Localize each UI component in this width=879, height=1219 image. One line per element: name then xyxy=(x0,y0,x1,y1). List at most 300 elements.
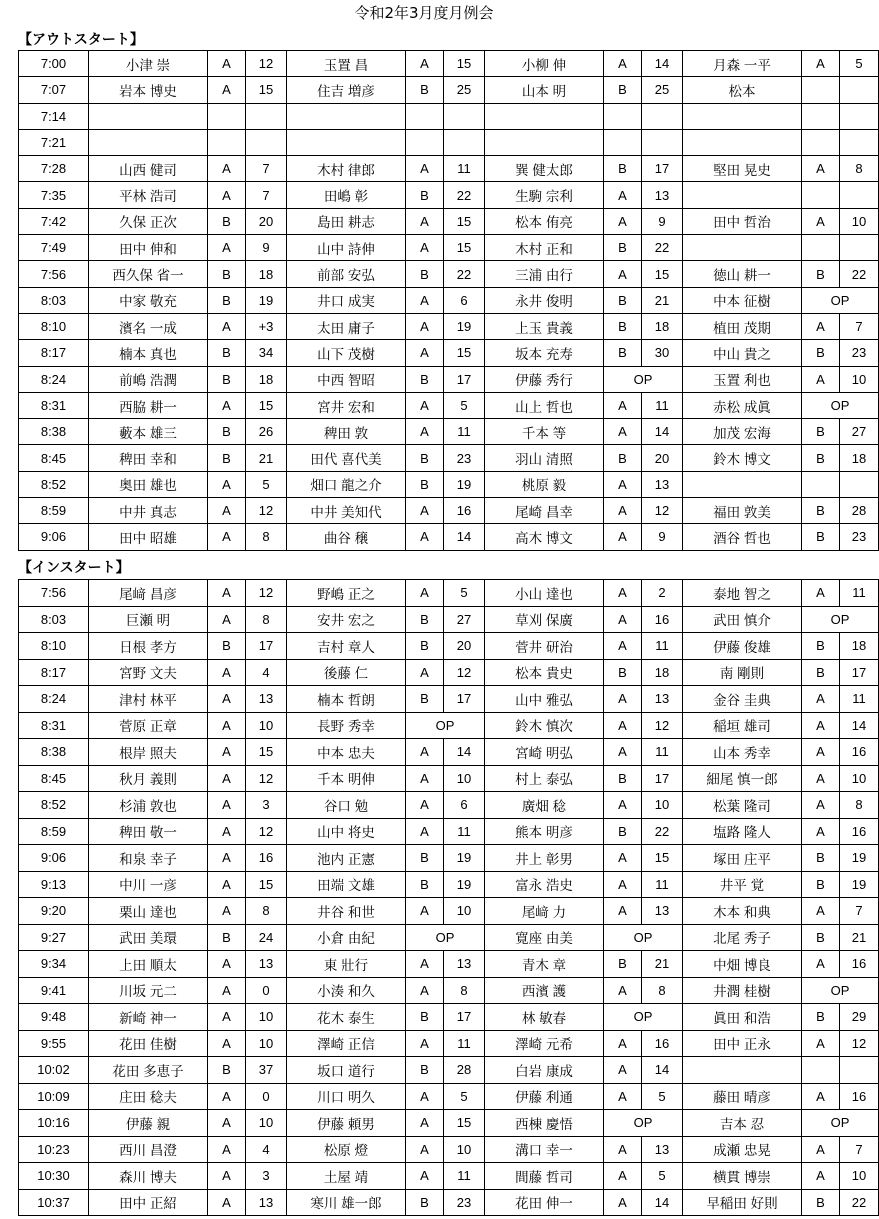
player-name: 白岩 康成 xyxy=(485,1057,604,1084)
player-name: 島田 耕志 xyxy=(287,208,406,234)
player-handicap: 15 xyxy=(246,739,287,766)
player-class: A xyxy=(604,1030,642,1057)
tee-time: 7:56 xyxy=(19,261,89,287)
player-name: 眞田 和浩 xyxy=(683,1004,802,1031)
table-row xyxy=(19,77,879,103)
player-name: 赤松 成眞 xyxy=(683,392,802,418)
player-name: 新崎 神一 xyxy=(89,1004,208,1031)
player-handicap: 10 xyxy=(840,208,879,234)
tee-time: 10:23 xyxy=(19,1136,89,1163)
player-name: 廣畑 稔 xyxy=(485,792,604,819)
player-class: A xyxy=(406,1136,444,1163)
player-handicap: 15 xyxy=(642,261,683,287)
player-handicap: 10 xyxy=(444,1136,485,1163)
player-class: A xyxy=(208,951,246,978)
player-class: A xyxy=(802,1030,840,1057)
player-class: A xyxy=(208,898,246,925)
player-handicap: 18 xyxy=(246,261,287,287)
player-class: A xyxy=(208,182,246,208)
player-name: 栗山 達也 xyxy=(89,898,208,925)
tee-time: 8:59 xyxy=(19,818,89,845)
player-name: 西久保 省一 xyxy=(89,261,208,287)
player-class: A xyxy=(802,366,840,392)
player-class xyxy=(604,129,642,155)
player-handicap: 4 xyxy=(246,659,287,686)
player-name: 尾﨑 力 xyxy=(485,898,604,925)
table-row xyxy=(19,156,879,182)
player-name xyxy=(683,129,802,155)
player-handicap: 5 xyxy=(444,392,485,418)
player-name: 西脇 耕一 xyxy=(89,392,208,418)
tee-time: 10:09 xyxy=(19,1083,89,1110)
player-name: 田中 伸和 xyxy=(89,235,208,261)
table-row xyxy=(19,287,879,313)
player-handicap: 11 xyxy=(642,871,683,898)
player-handicap: 11 xyxy=(444,1163,485,1190)
player-handicap: 6 xyxy=(444,287,485,313)
player-class: A xyxy=(208,1163,246,1190)
player-name: 上玉 貴義 xyxy=(485,313,604,339)
table-row xyxy=(19,1136,879,1163)
player-handicap xyxy=(840,235,879,261)
player-name: 花田 伸一 xyxy=(485,1189,604,1216)
player-name: 中本 忠夫 xyxy=(287,739,406,766)
player-name: 澤崎 元希 xyxy=(485,1030,604,1057)
player-class: A xyxy=(604,845,642,872)
player-class: B xyxy=(208,287,246,313)
table-row xyxy=(19,633,879,660)
player-name: 川坂 元二 xyxy=(89,977,208,1004)
player-op: OP xyxy=(604,366,683,392)
player-name: 宮野 文夫 xyxy=(89,659,208,686)
player-handicap: 11 xyxy=(642,739,683,766)
player-class: A xyxy=(208,1136,246,1163)
player-handicap: 9 xyxy=(642,524,683,550)
table-row xyxy=(19,765,879,792)
player-handicap: 23 xyxy=(444,445,485,471)
tee-time: 7:21 xyxy=(19,129,89,155)
player-name: 中畑 博良 xyxy=(683,951,802,978)
player-handicap: 8 xyxy=(840,156,879,182)
player-name: 千本 等 xyxy=(485,419,604,445)
player-handicap: 17 xyxy=(444,1004,485,1031)
tee-time: 8:59 xyxy=(19,498,89,524)
player-handicap: 9 xyxy=(246,235,287,261)
player-name: 尾﨑 昌彦 xyxy=(89,580,208,607)
player-handicap: 14 xyxy=(444,739,485,766)
player-handicap: 22 xyxy=(642,818,683,845)
player-handicap: 28 xyxy=(444,1057,485,1084)
player-class: A xyxy=(208,235,246,261)
player-handicap: 5 xyxy=(444,580,485,607)
tee-time: 9:06 xyxy=(19,845,89,872)
player-class: A xyxy=(208,739,246,766)
player-op: OP xyxy=(604,1110,683,1137)
player-handicap: 19 xyxy=(444,313,485,339)
tee-time: 10:16 xyxy=(19,1110,89,1137)
player-name: 根岸 照夫 xyxy=(89,739,208,766)
player-class: A xyxy=(604,898,642,925)
player-name xyxy=(683,103,802,129)
player-name: 森川 博夫 xyxy=(89,1163,208,1190)
table-row xyxy=(19,977,879,1004)
player-name: 前嶋 浩潤 xyxy=(89,366,208,392)
tee-time: 8:03 xyxy=(19,287,89,313)
tee-time: 7:14 xyxy=(19,103,89,129)
player-name: 細尾 慎一郎 xyxy=(683,765,802,792)
table-row xyxy=(19,182,879,208)
player-class xyxy=(802,103,840,129)
player-handicap: 5 xyxy=(840,51,879,77)
player-class: A xyxy=(604,633,642,660)
table-row xyxy=(19,712,879,739)
player-handicap: 13 xyxy=(246,1189,287,1216)
player-class: A xyxy=(208,1189,246,1216)
player-class: A xyxy=(406,340,444,366)
player-name: 山西 健司 xyxy=(89,156,208,182)
player-class: B xyxy=(406,633,444,660)
player-handicap: 19 xyxy=(840,871,879,898)
player-name: 北尾 秀子 xyxy=(683,924,802,951)
player-class: A xyxy=(406,1083,444,1110)
player-name: 伊藤 親 xyxy=(89,1110,208,1137)
player-name: 松本 侑亮 xyxy=(485,208,604,234)
player-name: 伊藤 頼男 xyxy=(287,1110,406,1137)
player-handicap xyxy=(840,77,879,103)
tee-time: 8:45 xyxy=(19,765,89,792)
player-class: A xyxy=(604,498,642,524)
player-handicap: 34 xyxy=(246,340,287,366)
player-class: B xyxy=(802,419,840,445)
player-class: B xyxy=(406,261,444,287)
page-title: 令和2年3月度月例会 xyxy=(354,4,494,22)
player-handicap: 13 xyxy=(642,182,683,208)
player-name: 藤田 晴彦 xyxy=(683,1083,802,1110)
player-class: A xyxy=(604,471,642,497)
player-class: B xyxy=(406,1189,444,1216)
player-name xyxy=(287,129,406,155)
table-row xyxy=(19,129,879,155)
player-name: 中井 美知代 xyxy=(287,498,406,524)
table-row xyxy=(19,419,879,445)
player-handicap: 11 xyxy=(642,633,683,660)
player-class: A xyxy=(406,659,444,686)
player-class: A xyxy=(406,235,444,261)
player-name xyxy=(485,129,604,155)
player-name: 菅井 研治 xyxy=(485,633,604,660)
player-handicap: 19 xyxy=(444,845,485,872)
player-name: 小倉 由紀 xyxy=(287,924,406,951)
player-class: B xyxy=(802,845,840,872)
tee-time: 8:17 xyxy=(19,340,89,366)
player-name: 間藤 哲司 xyxy=(485,1163,604,1190)
player-op: OP xyxy=(802,1110,879,1137)
player-class: B xyxy=(406,871,444,898)
player-name: 楠本 真也 xyxy=(89,340,208,366)
player-name: 吉本 忍 xyxy=(683,1110,802,1137)
table-row xyxy=(19,1163,879,1190)
player-handicap: 14 xyxy=(642,1057,683,1084)
player-class: B xyxy=(604,313,642,339)
player-handicap: 2 xyxy=(642,580,683,607)
out-table-body xyxy=(19,51,879,551)
player-handicap xyxy=(642,129,683,155)
player-name: 後藤 仁 xyxy=(287,659,406,686)
player-class: B xyxy=(604,951,642,978)
player-name: 草刈 保廣 xyxy=(485,606,604,633)
tee-time: 9:06 xyxy=(19,524,89,550)
player-handicap xyxy=(444,129,485,155)
table-row xyxy=(19,1110,879,1137)
player-handicap: 0 xyxy=(246,1083,287,1110)
player-name: 畑口 龍之介 xyxy=(287,471,406,497)
player-name: 熊本 明彦 xyxy=(485,818,604,845)
player-handicap: 11 xyxy=(444,156,485,182)
player-class: A xyxy=(604,977,642,1004)
player-class: A xyxy=(406,818,444,845)
player-name: 田嶋 彰 xyxy=(287,182,406,208)
player-name xyxy=(89,103,208,129)
tee-time: 10:02 xyxy=(19,1057,89,1084)
table-row xyxy=(19,1083,879,1110)
player-name xyxy=(683,235,802,261)
player-class: A xyxy=(604,686,642,713)
player-handicap: 10 xyxy=(246,712,287,739)
player-class: A xyxy=(208,51,246,77)
table-row xyxy=(19,208,879,234)
tee-time: 8:03 xyxy=(19,606,89,633)
player-class xyxy=(604,103,642,129)
player-class: B xyxy=(604,445,642,471)
player-name: 尾崎 昌幸 xyxy=(485,498,604,524)
player-class: A xyxy=(802,739,840,766)
player-class: A xyxy=(604,1163,642,1190)
player-name: 山中 将史 xyxy=(287,818,406,845)
player-class: A xyxy=(208,792,246,819)
player-handicap: 19 xyxy=(444,871,485,898)
player-name: 塩路 隆人 xyxy=(683,818,802,845)
player-name: 巽 健太郎 xyxy=(485,156,604,182)
player-name: 澤崎 正信 xyxy=(287,1030,406,1057)
player-name: 菅原 正章 xyxy=(89,712,208,739)
player-handicap: 12 xyxy=(246,51,287,77)
player-name: 村上 泰弘 xyxy=(485,765,604,792)
player-name: 永井 俊明 xyxy=(485,287,604,313)
player-handicap: 10 xyxy=(444,765,485,792)
player-handicap: 20 xyxy=(444,633,485,660)
player-name: 東 壯行 xyxy=(287,951,406,978)
player-handicap: 29 xyxy=(840,1004,879,1031)
player-name: 小柳 伸 xyxy=(485,51,604,77)
player-class: A xyxy=(406,977,444,1004)
player-name: 田端 文雄 xyxy=(287,871,406,898)
player-name: 庄田 稔夫 xyxy=(89,1083,208,1110)
player-handicap: 23 xyxy=(840,524,879,550)
tee-time: 9:41 xyxy=(19,977,89,1004)
player-name: 山下 茂樹 xyxy=(287,340,406,366)
player-handicap: 15 xyxy=(246,392,287,418)
player-name: 寛座 由美 xyxy=(485,924,604,951)
player-handicap: 21 xyxy=(642,951,683,978)
player-name: 太田 庸子 xyxy=(287,313,406,339)
player-class: B xyxy=(406,1057,444,1084)
player-handicap: 16 xyxy=(642,1030,683,1057)
player-name: 中家 敬充 xyxy=(89,287,208,313)
player-handicap: 14 xyxy=(642,419,683,445)
player-class: A xyxy=(604,1189,642,1216)
player-handicap: 12 xyxy=(246,498,287,524)
player-handicap: 16 xyxy=(840,818,879,845)
player-name: 宮井 宏和 xyxy=(287,392,406,418)
player-class: A xyxy=(802,208,840,234)
player-handicap: 13 xyxy=(246,686,287,713)
player-handicap: 10 xyxy=(246,1110,287,1137)
player-name: 杉浦 敦也 xyxy=(89,792,208,819)
tee-time: 9:48 xyxy=(19,1004,89,1031)
player-class xyxy=(802,235,840,261)
player-handicap: 17 xyxy=(246,633,287,660)
player-handicap: 11 xyxy=(642,392,683,418)
player-name: 濱名 一成 xyxy=(89,313,208,339)
player-handicap: 16 xyxy=(840,951,879,978)
table-row xyxy=(19,235,879,261)
player-class: A xyxy=(208,977,246,1004)
player-class: B xyxy=(208,208,246,234)
player-class: A xyxy=(208,659,246,686)
player-name: 日根 孝方 xyxy=(89,633,208,660)
player-handicap: 12 xyxy=(246,580,287,607)
player-handicap: 27 xyxy=(444,606,485,633)
player-handicap: 10 xyxy=(840,765,879,792)
player-name: 松本 貴史 xyxy=(485,659,604,686)
tee-time: 8:31 xyxy=(19,712,89,739)
player-class: B xyxy=(604,659,642,686)
player-handicap: 8 xyxy=(246,898,287,925)
table-row xyxy=(19,313,879,339)
player-name: 寒川 雄一郎 xyxy=(287,1189,406,1216)
player-name: 土屋 靖 xyxy=(287,1163,406,1190)
player-handicap: 13 xyxy=(642,686,683,713)
player-class: B xyxy=(406,845,444,872)
player-name: 堅田 晃史 xyxy=(683,156,802,182)
player-handicap: 5 xyxy=(642,1163,683,1190)
player-handicap: 17 xyxy=(642,156,683,182)
player-class: A xyxy=(406,765,444,792)
tee-time: 8:24 xyxy=(19,686,89,713)
tee-time: 7:35 xyxy=(19,182,89,208)
player-handicap: 18 xyxy=(246,366,287,392)
player-name: 伊藤 俊雄 xyxy=(683,633,802,660)
player-handicap: 11 xyxy=(840,580,879,607)
player-name: 鈴木 博文 xyxy=(683,445,802,471)
player-class: A xyxy=(604,182,642,208)
player-class xyxy=(802,1057,840,1084)
player-class: B xyxy=(604,156,642,182)
player-name: 成瀬 忠晃 xyxy=(683,1136,802,1163)
player-name xyxy=(287,103,406,129)
player-class xyxy=(802,129,840,155)
player-name xyxy=(683,471,802,497)
player-handicap: 11 xyxy=(444,818,485,845)
tee-time: 8:10 xyxy=(19,313,89,339)
player-handicap: 10 xyxy=(840,1163,879,1190)
player-name: 横貫 博崇 xyxy=(683,1163,802,1190)
player-handicap: 13 xyxy=(642,471,683,497)
player-class xyxy=(406,103,444,129)
player-class: A xyxy=(802,898,840,925)
player-class: A xyxy=(406,524,444,550)
player-class xyxy=(802,77,840,103)
player-handicap: 6 xyxy=(444,792,485,819)
tee-time: 8:38 xyxy=(19,419,89,445)
player-handicap: 15 xyxy=(444,1110,485,1137)
player-handicap: 14 xyxy=(840,712,879,739)
player-handicap xyxy=(840,129,879,155)
player-handicap: 14 xyxy=(444,524,485,550)
player-op: OP xyxy=(802,977,879,1004)
player-class: A xyxy=(208,77,246,103)
player-handicap: 8 xyxy=(840,792,879,819)
player-class: A xyxy=(604,580,642,607)
player-name: 井口 成実 xyxy=(287,287,406,313)
player-name: 山中 詩伸 xyxy=(287,235,406,261)
player-class: A xyxy=(802,818,840,845)
player-handicap: 18 xyxy=(840,445,879,471)
player-handicap: 15 xyxy=(246,77,287,103)
in-section-label: 【インスタート】 xyxy=(18,560,130,576)
player-handicap: 26 xyxy=(246,419,287,445)
player-op: OP xyxy=(802,392,879,418)
player-name: 宮崎 明弘 xyxy=(485,739,604,766)
player-handicap: 20 xyxy=(246,208,287,234)
player-class: A xyxy=(604,712,642,739)
player-class: A xyxy=(208,606,246,633)
player-name: 坂本 充寿 xyxy=(485,340,604,366)
player-name: 小津 崇 xyxy=(89,51,208,77)
table-row xyxy=(19,366,879,392)
player-name: 木本 和典 xyxy=(683,898,802,925)
player-class: B xyxy=(208,633,246,660)
player-handicap: 8 xyxy=(246,606,287,633)
tee-time: 8:38 xyxy=(19,739,89,766)
tee-time: 7:56 xyxy=(19,580,89,607)
player-handicap: 3 xyxy=(246,1163,287,1190)
player-name: 秋月 義則 xyxy=(89,765,208,792)
player-class: A xyxy=(604,524,642,550)
player-name: 伊藤 秀行 xyxy=(485,366,604,392)
player-class: B xyxy=(802,871,840,898)
player-name: 稗田 幸和 xyxy=(89,445,208,471)
player-name: 川口 明久 xyxy=(287,1083,406,1110)
table-row xyxy=(19,845,879,872)
player-handicap: 9 xyxy=(642,208,683,234)
player-class: A xyxy=(406,580,444,607)
player-name: 長野 秀幸 xyxy=(287,712,406,739)
player-handicap: 22 xyxy=(642,235,683,261)
player-name: 和泉 幸子 xyxy=(89,845,208,872)
player-handicap: 30 xyxy=(642,340,683,366)
table-row xyxy=(19,686,879,713)
player-handicap: 7 xyxy=(246,182,287,208)
player-name: 中山 貴之 xyxy=(683,340,802,366)
player-name: 西川 昌澄 xyxy=(89,1136,208,1163)
player-name: 谷口 勉 xyxy=(287,792,406,819)
player-handicap: 13 xyxy=(444,951,485,978)
player-name: 吉村 章人 xyxy=(287,633,406,660)
player-handicap xyxy=(444,103,485,129)
in-start-table xyxy=(18,579,879,1216)
player-class: A xyxy=(604,871,642,898)
